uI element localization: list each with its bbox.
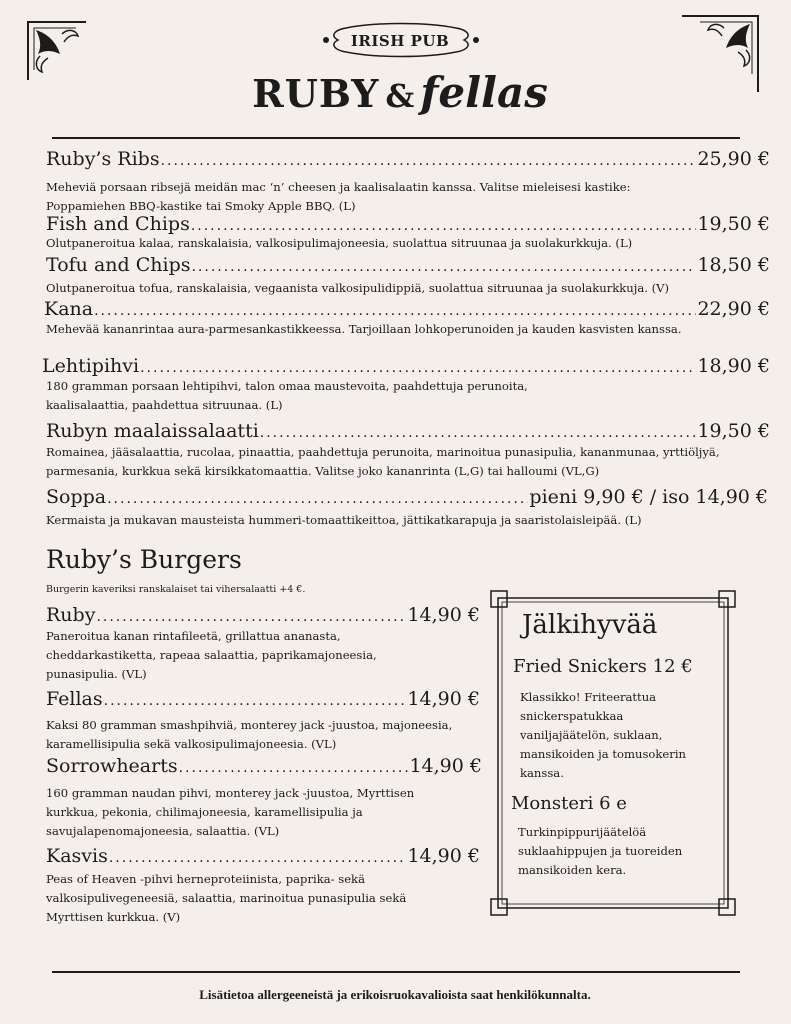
item-description: Olutpaneroitua tofua, ranskalaisia, vegaanista valkosipulidippiä, suolattua sitruunaa ja suolakurkkuja. (V) bbox=[46, 281, 670, 295]
top-divider bbox=[52, 137, 740, 139]
item-description: Meheviä porsaan ribsejä meidän mac ‘n’ cheesen ja kaalisalaatin kanssa. Valitse mieleisesi kastike: Poppamiehen BBQ-kastike tai Smoky Apple BBQ. (L) bbox=[46, 180, 631, 213]
item-description: Kaksi 80 gramman smashpihviä, monterey jack -juustoa, majoneesia, karamellisipulia sekä valkosipulimajoneesia. (VL) bbox=[46, 718, 453, 751]
menu-item-tofu-and-chips: Tofu and Chips ..... 18,50 € bbox=[46, 254, 770, 276]
item-price: 19,50 € bbox=[697, 213, 770, 235]
item-price: 22,90 € bbox=[697, 298, 770, 320]
menu-item-kana: Kana ..... 22,90 € bbox=[44, 298, 770, 320]
menu-item-rubyn-maalaissalaatti: Rubyn maalaissalaatti ..... 19,50 € bbox=[46, 420, 770, 442]
item-price: pieni 9,90 € / iso 14,90 € bbox=[529, 486, 768, 508]
item-description: Romainea, jääsalaattia, rucolaa, pinaattia, paahdettuja perunoita, marinoitua punasipulia, kananmunaa, yrttiöljyä, parmesania, kurkkua sekä kirsikkatomaattia. Valitse joko kananrinta (L,G) tai halloumi (VL,G) bbox=[46, 445, 720, 478]
menu-item-soppa: Soppa ..... pieni 9,90 € / iso 14,90 € bbox=[46, 486, 768, 508]
menu-item-lehtipihvi: Lehtipihvi ..... 18,90 € bbox=[42, 355, 770, 377]
dessert-item-fried-snickers: Fried Snickers 12 € bbox=[513, 656, 693, 677]
item-price: 14,90 € bbox=[407, 688, 480, 710]
desserts-section-title: Jälkihyvää bbox=[522, 610, 658, 640]
menu-item-ruby-ribs: Ruby’s Ribs ..... 25,90 € bbox=[46, 148, 770, 170]
item-description: Kermaista ja mukavan mausteista hummeri-tomaattikeittoa, jättikatkarapuja ja saaristolaisleipää. (L) bbox=[46, 513, 642, 527]
burger-item-fellas: Fellas ..... 14,90 € bbox=[46, 688, 480, 710]
footer-allergen-note: Lisätietoa allergeeneistä ja erikoisruokavalioista saat henkilökunnalta. bbox=[199, 987, 591, 1002]
menu-item-fish-and-chips: Fish and Chips ..... 19,50 € bbox=[46, 213, 770, 235]
item-description: 180 gramman porsaan lehtipihvi, talon omaa maustevoita, paahdettuja perunoita, kaalisalaattia, paahdettua sitruunaa. (L) bbox=[46, 379, 528, 412]
item-price: 19,50 € bbox=[697, 420, 770, 442]
dessert-item-monsteri: Monsteri 6 e bbox=[511, 793, 627, 814]
pub-label: IRISH PUB bbox=[350, 32, 450, 50]
item-description: Olutpaneroitua kalaa, ranskalaisia, valkosipulimajoneesia, suolattua sitruunaa ja suolakurkkuja. (L) bbox=[46, 236, 633, 250]
corner-ornament-top-right-icon bbox=[680, 14, 760, 94]
burger-item-sorrowhearts: Sorrowhearts ..... 14,90 € bbox=[46, 755, 482, 777]
pub-title bbox=[240, 68, 560, 117]
item-description: 160 gramman naudan pihvi, monterey jack -juustoa, Myrttisen kurkkua, pekonia, chilimajoneesia, karamellisipulia ja savujalapenomajoneesia, salaattia. (VL) bbox=[46, 786, 415, 838]
item-price: 18,90 € bbox=[697, 355, 770, 377]
dessert-description: Turkinpippurijäätelöä suklaahippujen ja tuoreiden mansikoiden kera. bbox=[518, 825, 683, 877]
item-price: 25,90 € bbox=[697, 148, 770, 170]
title-amp: & bbox=[385, 77, 415, 115]
dessert-description: Klassikko! Friteerattua snickerspatukkaa vaniljajäätelön, suklaan, mansikoiden ja tomusokerin kanssa. bbox=[520, 690, 687, 780]
bottom-divider bbox=[52, 971, 740, 973]
logo bbox=[240, 16, 560, 117]
burger-item-kasvis: Kasvis ..... 14,90 € bbox=[46, 845, 480, 867]
burgers-section-title: Ruby’s Burgers bbox=[46, 545, 242, 574]
item-price: 18,50 € bbox=[697, 254, 770, 276]
burger-item-ruby: Ruby ..... 14,90 € bbox=[46, 604, 480, 626]
title-ruby: RUBY bbox=[252, 71, 380, 116]
item-description: Paneroitua kanan rintafileetä, grillattua ananasta, cheddarkastiketta, rapeaa salaattia, paprikamajoneesia, punasipulia. (VL) bbox=[46, 629, 377, 681]
title-fellas: fellas bbox=[420, 68, 548, 117]
item-price: 14,90 € bbox=[407, 604, 480, 626]
burgers-side-note: Burgerin kaveriksi ranskalaiset tai vihersalaatti +4 €. bbox=[46, 584, 306, 595]
corner-ornament-top-left-icon bbox=[26, 20, 106, 100]
item-description: Peas of Heaven -pihvi herneproteiinista, paprika- sekä valkosipulivegeneesiä, salaattia, marinoitua punasipulia sekä Myrttisen kurkkua. (V) bbox=[46, 872, 407, 924]
item-price: 14,90 € bbox=[407, 845, 480, 867]
item-description: Mehevää kananrintaa aura-parmesankastikkeessa. Tarjoillaan lohkoperunoiden ja kauden kasvisten kanssa. bbox=[46, 322, 682, 336]
item-price: 14,90 € bbox=[409, 755, 482, 777]
